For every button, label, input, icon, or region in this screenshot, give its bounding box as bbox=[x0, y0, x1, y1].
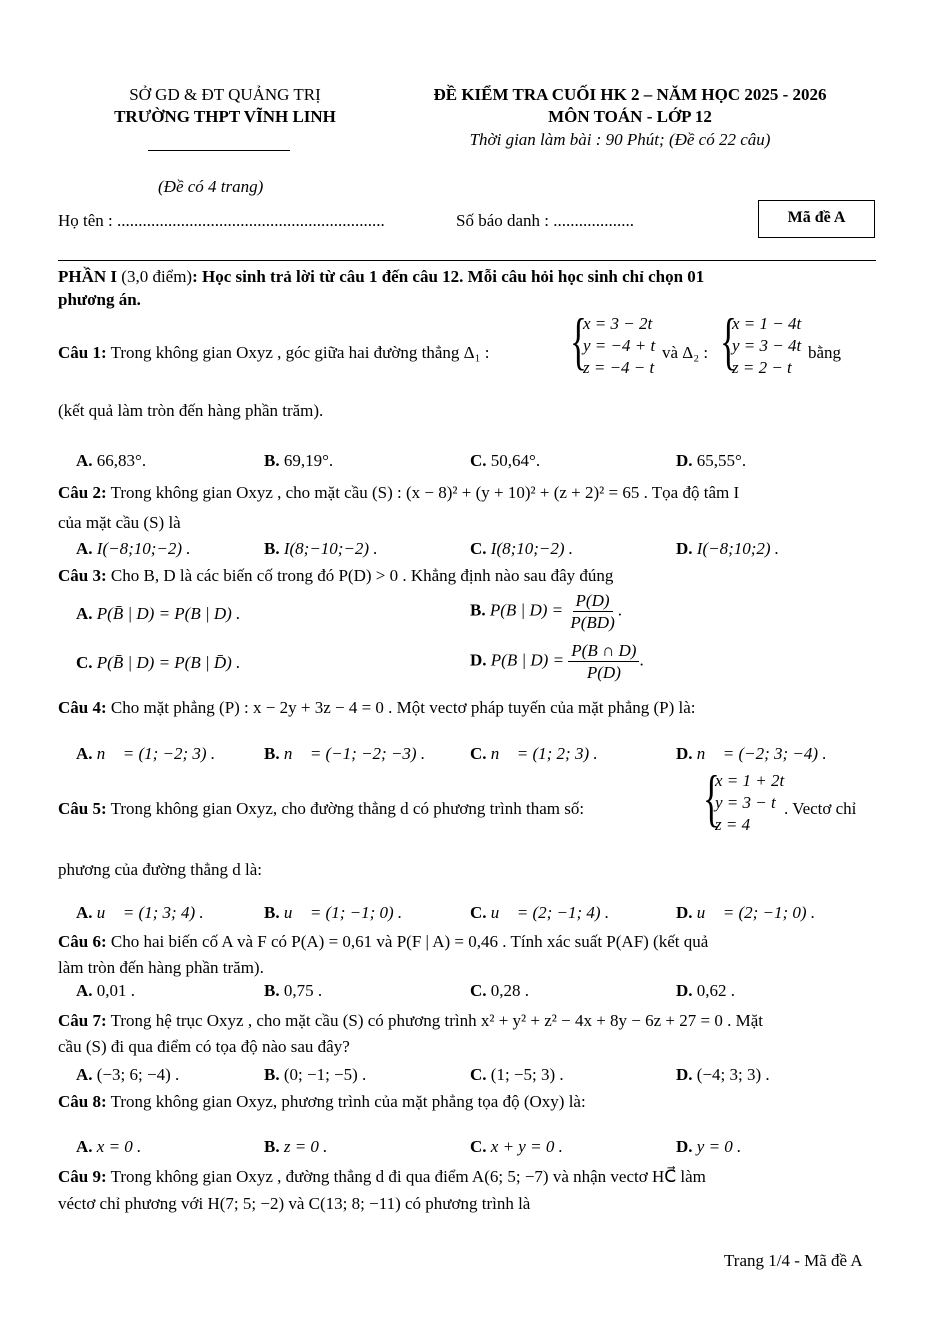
q9-line2: véctơ chỉ phương với H(7; 5; −2) và C(13; 8; −11) có phương trình là bbox=[58, 1194, 531, 1213]
subject-title: MÔN TOÁN - LỚP 12 bbox=[548, 107, 712, 126]
question-3: Câu 3: Cho B, D là các biến cố trong đó P(D) > 0 . Khẳng định nào sau đây đúng bbox=[58, 566, 614, 585]
page-footer: Trang 1/4 - Mã đề A bbox=[724, 1251, 863, 1270]
q6-line2: làm tròn đến hàng phần trăm). bbox=[58, 958, 264, 977]
q7-line2: cầu (S) đi qua điểm có tọa độ nào sau đây? bbox=[58, 1037, 350, 1056]
q2-option-b[interactable]: B. I(8;−10;−2) . bbox=[264, 539, 378, 558]
header-divider bbox=[148, 150, 290, 151]
section-heading: PHẦN I (3,0 điểm): Học sinh trả lời từ câu 1 đến câu 12. Mỗi câu hỏi học sinh chỉ chọn 01 bbox=[58, 267, 705, 286]
q7-option-b[interactable]: B. (0; −1; −5) . bbox=[264, 1065, 367, 1084]
q7-option-a[interactable]: A. (−3; 6; −4) . bbox=[76, 1065, 180, 1084]
line2-system: x = 1 − 4t y = 3 − 4t z = 2 − t bbox=[732, 314, 802, 377]
q2-option-c[interactable]: C. I(8;10;−2) . bbox=[470, 539, 574, 558]
q1-connector: và Δ₂ : bbox=[662, 343, 709, 362]
line-d-system: x = 1 + 2t y = 3 − t z = 4 bbox=[715, 771, 785, 834]
q2-option-d[interactable]: D. I(−8;10;2) . bbox=[676, 539, 780, 558]
exam-code: Mã đề A bbox=[787, 209, 846, 226]
q8-option-a[interactable]: A. x = 0 . bbox=[76, 1137, 142, 1156]
q7-option-c[interactable]: C. (1; −5; 3) . bbox=[470, 1065, 564, 1084]
q1-option-d[interactable]: D. 65,55°. bbox=[676, 451, 747, 470]
q3-option-a[interactable]: A. P(B̄ | D) = P(B | D) . bbox=[76, 604, 241, 623]
q5-option-a[interactable]: A. u⃗ = (1; 3; 4) . bbox=[76, 903, 204, 922]
question-9: Câu 9: Trong không gian Oxyz , đường thẳng d đi qua điểm A(6; 5; −7) và nhận vectơ HC⃗ làm bbox=[58, 1167, 706, 1186]
q4-option-b[interactable]: B. n⃗ = (−1; −2; −3) . bbox=[264, 744, 426, 763]
q3-d-fraction: $\frac{P(B \cap D)}{P(D)}$ bbox=[568, 640, 639, 684]
q3-option-d[interactable]: D. P(B | D) = $\frac{P(B \cap D)}{P(D)}$ . bbox=[470, 641, 644, 683]
q8-option-b[interactable]: B. z = 0 . bbox=[264, 1137, 328, 1156]
q3-option-c[interactable]: C. P(B̄ | D) = P(B | D̄) . bbox=[76, 653, 241, 672]
q5-option-c[interactable]: C. u⃗ = (2; −1; 4) . bbox=[470, 903, 610, 922]
question-1: Câu 1: Trong không gian Oxyz , góc giữa hai đường thẳng Δ₁ : bbox=[58, 343, 490, 362]
q1-option-b[interactable]: B. 69,19°. bbox=[264, 451, 334, 470]
exam-code-box bbox=[758, 200, 875, 238]
q4-option-d[interactable]: D. n⃗ = (−2; 3; −4) . bbox=[676, 744, 827, 763]
school-name: TRƯỜNG THPT VĨNH LINH bbox=[114, 107, 336, 126]
q4-option-c[interactable]: C. n⃗ = (1; 2; 3) . bbox=[470, 744, 598, 763]
brace-icon: { bbox=[703, 762, 720, 833]
q4-option-a[interactable]: A. n⃗ = (1; −2; 3) . bbox=[76, 744, 216, 763]
q6-option-c[interactable]: C. 0,28 . bbox=[470, 981, 530, 1000]
q6-option-a[interactable]: A. 0,01 . bbox=[76, 981, 136, 1000]
student-id-field: Số báo danh : ................... bbox=[456, 211, 635, 230]
q5-line2: phương của đường thẳng d là: bbox=[58, 860, 263, 879]
q5-option-d[interactable]: D. u⃗ = (2; −1; 0) . bbox=[676, 903, 816, 922]
q6-option-b[interactable]: B. 0,75 . bbox=[264, 981, 323, 1000]
exam-duration: Thời gian làm bài : 90 Phút; (Đề có 22 câu) bbox=[469, 130, 771, 149]
q6-option-d[interactable]: D. 0,62 . bbox=[676, 981, 736, 1000]
question-6: Câu 6: Cho hai biến cố A và F có P(A) = 0,61 và P(F | A) = 0,46 . Tính xác suất P(AF) (kết quả bbox=[58, 932, 709, 951]
q1-option-a[interactable]: A. 66,83°. bbox=[76, 451, 147, 470]
exam-title: ĐỀ KIỂM TRA CUỐI HK 2 – NĂM HỌC 2025 - 2026 bbox=[433, 85, 827, 104]
pages-note: (Đề có 4 trang) bbox=[158, 177, 264, 196]
question-2: Câu 2: Trong không gian Oxyz , cho mặt cầu (S) : (x − 8)² + (y + 10)² + (z + 2)² = 65 . Tọa độ tâm I bbox=[58, 483, 740, 502]
q1-tail: bằng bbox=[808, 343, 842, 362]
line1-system: x = 3 − 2t y = −4 + t z = −4 − t bbox=[583, 314, 656, 377]
brace-icon: { bbox=[720, 305, 737, 376]
q8-option-d[interactable]: D. y = 0 . bbox=[676, 1137, 742, 1156]
q3-b-fraction: $\frac{P(D)}{P(BD)}$ bbox=[570, 591, 615, 633]
question-5: Câu 5: Trong không gian Oxyz, cho đường thẳng d có phương trình tham số: bbox=[58, 799, 585, 818]
question-4: Câu 4: Cho mặt phẳng (P) : x − 2y + 3z − 4 = 0 . Một vectơ pháp tuyến của mặt phẳng (P) là: bbox=[58, 698, 696, 717]
q5-tail: . Vectơ chỉ bbox=[784, 799, 857, 818]
section-divider bbox=[58, 260, 876, 261]
q7-option-d[interactable]: D. (−4; 3; 3) . bbox=[676, 1065, 770, 1084]
q5-option-b[interactable]: B. u⃗ = (1; −1; 0) . bbox=[264, 903, 403, 922]
brace-icon: { bbox=[570, 305, 587, 376]
q8-option-c[interactable]: C. x + y = 0 . bbox=[470, 1137, 563, 1156]
question-8: Câu 8: Trong không gian Oxyz, phương trình của mặt phẳng tọa độ (Oxy) là: bbox=[58, 1092, 586, 1111]
student-name-field: Họ tên : ............................................................... bbox=[58, 211, 385, 230]
q1-line2: (kết quả làm tròn đến hàng phần trăm). bbox=[58, 401, 324, 420]
q1-option-c[interactable]: C. 50,64°. bbox=[470, 451, 541, 470]
section-heading-cont: phương án. bbox=[58, 290, 141, 309]
department-name: SỞ GD & ĐT QUẢNG TRỊ bbox=[129, 85, 321, 104]
q3-option-b[interactable]: B. P(B | D) = $\frac{P(D)}{P(BD)}$ . bbox=[470, 591, 622, 633]
q2-line2: của mặt cầu (S) là bbox=[58, 513, 181, 532]
question-7: Câu 7: Trong hệ trục Oxyz , cho mặt cầu (S) có phương trình x² + y² + z² − 4x + 8y − 6z + 27 = 0 . Mặt bbox=[58, 1011, 763, 1030]
q2-option-a[interactable]: A. I(−8;10;−2) . bbox=[76, 539, 191, 558]
